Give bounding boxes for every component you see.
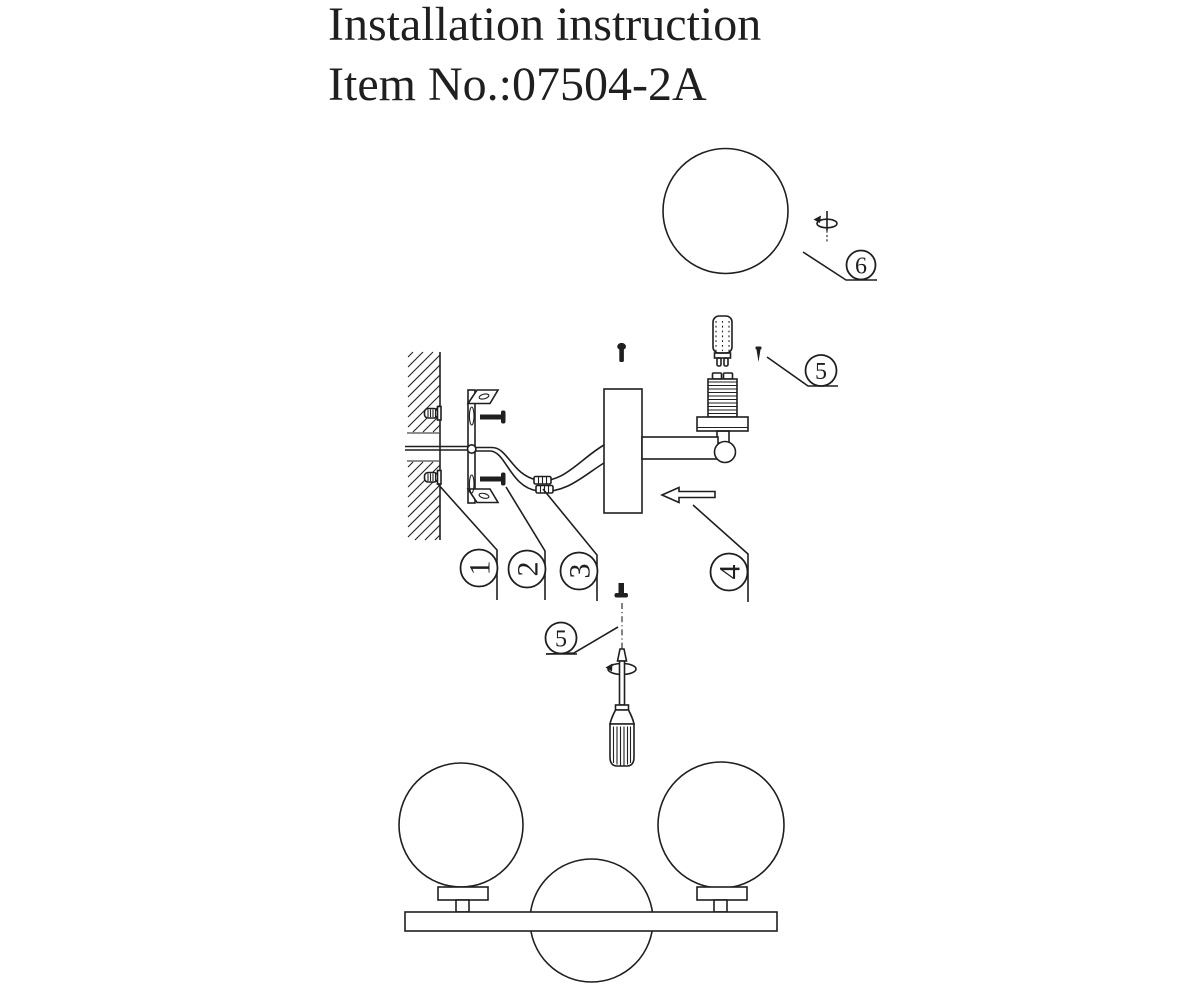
right-globe-holder — [697, 887, 747, 900]
mounting-screw-top — [617, 343, 626, 362]
callout-5-bottom — [546, 623, 619, 655]
screwdriver — [606, 649, 637, 766]
title-line-2: Item No.:07504-2A — [328, 58, 707, 111]
title — [328, 0, 761, 111]
left-globe — [399, 763, 523, 887]
wall-hatch-top — [408, 352, 440, 432]
rotate-icon — [814, 211, 838, 242]
fixing-screw-bottom — [615, 583, 629, 649]
assembled-fixture — [399, 762, 784, 982]
lamp-back-plate — [604, 389, 642, 513]
left-globe-holder — [438, 887, 488, 900]
callout-5-top-number: 5 — [815, 359, 827, 385]
direction-arrow — [662, 488, 715, 503]
bulb-pin — [724, 358, 728, 366]
callout-6 — [803, 251, 877, 281]
socket-contact — [713, 373, 722, 379]
callout-3-number: 3 — [563, 563, 597, 579]
wall-anchor-bottom — [425, 471, 442, 485]
bracket-screw-top — [480, 411, 506, 424]
ball-joint — [715, 442, 736, 463]
bulb-pin — [717, 358, 721, 366]
screwdriver-tip — [618, 649, 627, 661]
glass-globe — [663, 149, 788, 274]
screwdriver-shaft — [620, 661, 625, 705]
right-globe-stem — [714, 900, 727, 912]
title-line-1: Installation instruction — [328, 0, 762, 51]
right-globe — [658, 762, 784, 888]
socket-threads — [708, 379, 737, 417]
bracket-screw-bottom — [480, 473, 506, 486]
callout-4-number: 4 — [713, 564, 747, 580]
bracket-cable-hole — [468, 445, 476, 453]
callout-6-number: 6 — [855, 253, 867, 280]
fixture-bar — [405, 912, 777, 931]
callout-2 — [506, 487, 546, 600]
callout-4 — [693, 505, 748, 602]
mains-cable — [405, 447, 468, 451]
wall-anchor-top — [425, 407, 442, 421]
callout-5-top — [767, 355, 838, 386]
socket-contact — [724, 373, 733, 379]
left-globe-stem — [456, 900, 469, 912]
callout-2-number: 2 — [511, 561, 545, 577]
callout-1-number: 1 — [463, 560, 497, 576]
callout-5-bottom-number: 5 — [555, 626, 567, 653]
socket-flange — [697, 417, 748, 431]
mounting-bracket — [468, 390, 499, 503]
small-screw-icon — [756, 347, 762, 363]
lamp-socket — [697, 373, 748, 443]
lamp-arm — [642, 437, 718, 459]
callout-3 — [543, 489, 598, 601]
g9-bulb — [713, 316, 732, 366]
screwdriver-neck — [610, 710, 634, 724]
